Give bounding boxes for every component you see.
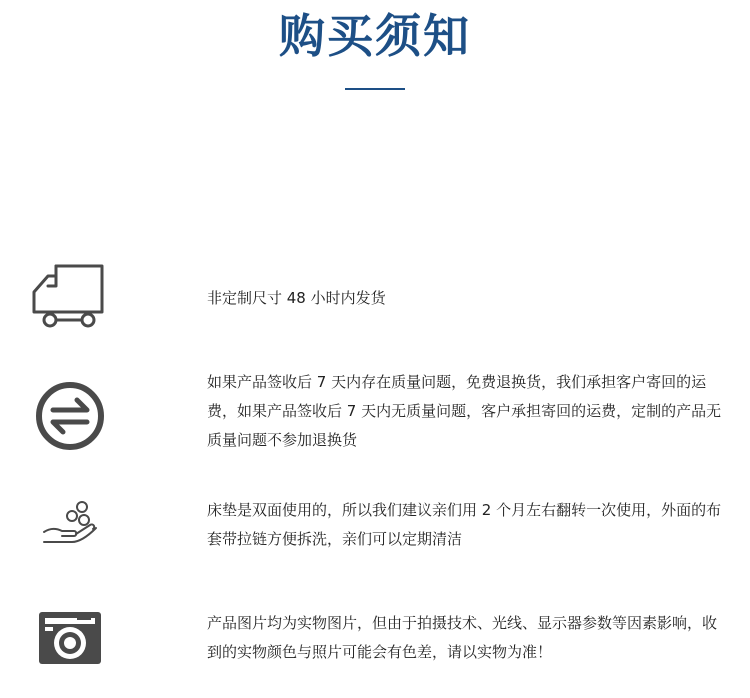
title-underline bbox=[345, 88, 405, 90]
delivery-truck-icon bbox=[30, 262, 108, 332]
notice-text-returns: 如果产品签收后 7 天内存在质量问题，免费退换货，我们承担客户寄回的运费，如果产品签收后 7 天内无质量问题，客户承担寄回的运费，定制的产品无质量问题不参加退换货 bbox=[207, 373, 722, 449]
hand-coins-icon bbox=[42, 498, 100, 550]
page-title: 购买须知 bbox=[279, 9, 471, 63]
camera-icon bbox=[37, 610, 103, 666]
notice-text-shipping: 非定制尺寸 48 小时内发货 bbox=[207, 289, 386, 307]
notice-text-mattress-care: 床垫是双面使用的，所以我们建议亲们用 2 个月左右翻转一次使用，外面的布套带拉链方便拆洗，亲们可以定期清洁 bbox=[207, 501, 722, 548]
exchange-arrows-icon bbox=[33, 379, 107, 453]
notice-text-product-photos: 产品图片均为实物图片，但由于拍摄技术、光线、显示器参数等因素影响，收到的实物颜色与照片可能会有色差，请以实物为准！ bbox=[207, 614, 718, 661]
